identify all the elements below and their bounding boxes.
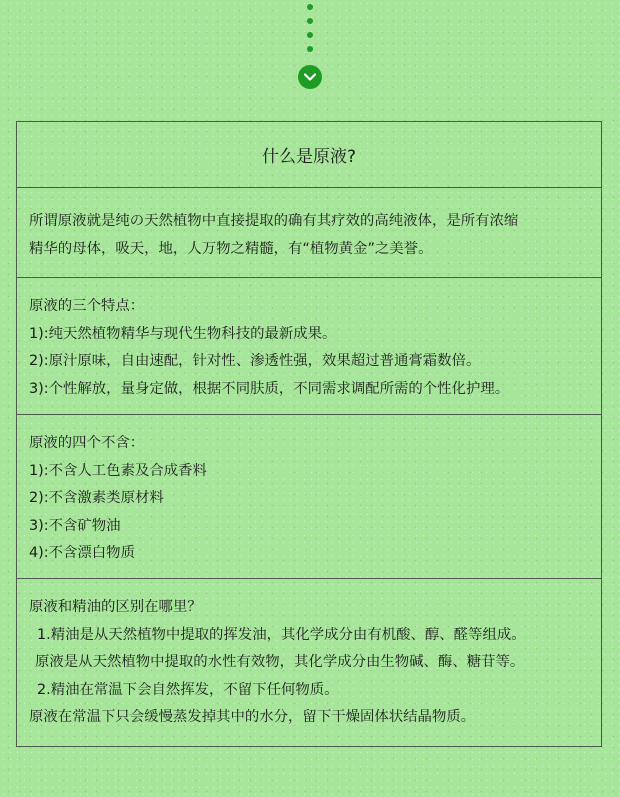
difference-section (17, 579, 601, 748)
exclusion-item: 3):不含矿物油 (29, 517, 121, 534)
connector-dot (307, 46, 313, 52)
exclusion-item: 2):不含激素类原材料 (29, 490, 164, 506)
exclusions-section (17, 415, 601, 579)
feature-item: 3):个性解放，量身定做，根据不同肤质，不同需求调配所需的个性化护理。 (29, 380, 510, 397)
content-box (16, 121, 602, 747)
chevron-down-icon (298, 65, 322, 89)
connector-dot (307, 4, 313, 10)
page-title: 什么是原液? (261, 147, 357, 167)
difference-heading: 原液和精油的区别在哪里？ (29, 599, 202, 615)
intro-line: 精华的母体，吸天，地，人万物之精髓，有“植物黄金”之美誉。 (29, 240, 433, 257)
exclusion-item: 1):不含人工色素及合成香料 (29, 462, 207, 479)
features-section (17, 278, 601, 415)
exclusion-item: 4):不含漂白物质 (29, 545, 135, 561)
difference-line: 原液在常温下只会缓慢蒸发掉其中的水分，留下干燥固体状结晶物质。 (29, 709, 476, 725)
feature-item: 2):原汁原味，自由速配，针对性、渗透性强，效果超过普通膏霜数倍。 (29, 353, 481, 369)
intro-line: 所谓原液就是纯の天然植物中直接提取的确有其疗效的高纯液体，是所有浓缩 (29, 213, 519, 229)
features-heading: 原液的三个特点： (29, 298, 145, 314)
difference-line: 2.精油在常温下会自然挥发，不留下任何物质。 (37, 681, 339, 698)
connector-dot (307, 18, 313, 24)
intro-section (17, 188, 601, 278)
difference-line: 原液是从天然植物中提取的水性有效物，其化学成分由生物碱、酶、糖苷等。 (35, 654, 525, 670)
difference-line: 1.精油是从天然植物中提取的挥发油，其化学成分由有机酸、醇、醛等组成。 (37, 626, 526, 643)
section-title (17, 122, 601, 188)
connector-dot (307, 32, 313, 38)
feature-item: 1):纯天然植物精华与现代生物科技的最新成果。 (29, 325, 337, 342)
exclusions-heading: 原液的四个不含： (29, 435, 145, 451)
